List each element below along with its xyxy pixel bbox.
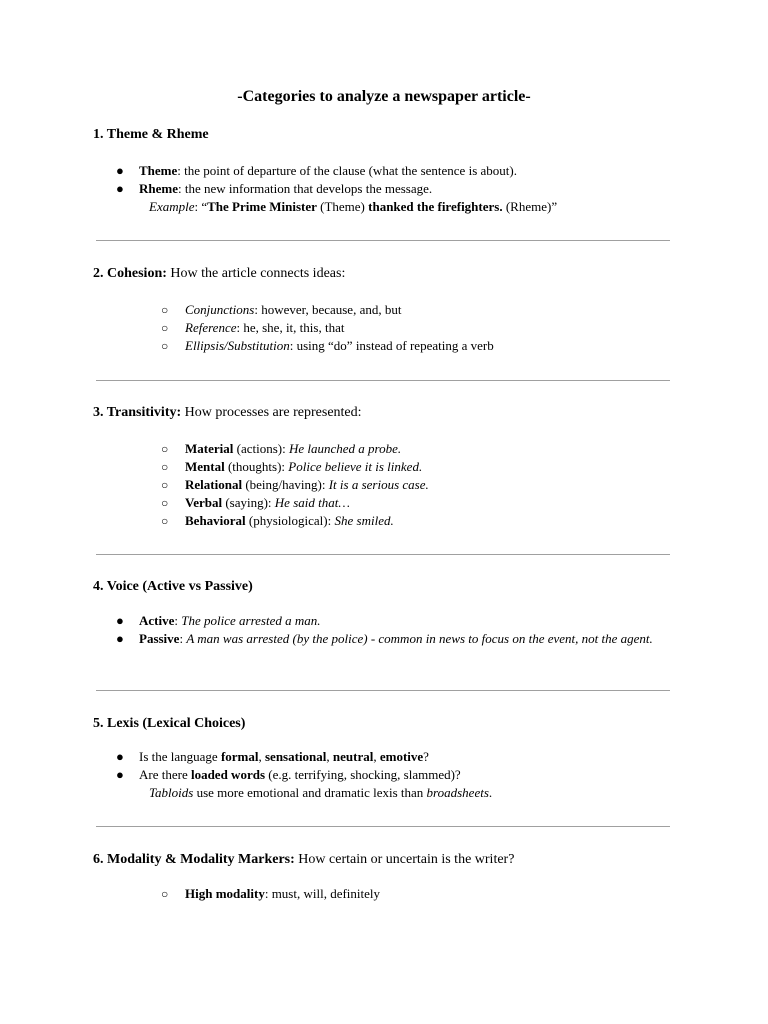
theme-rheme-example: Example: “The Prime Minister (Theme) thanked the firefighters. (Rheme)” <box>149 199 558 214</box>
section-4-heading: 4. Voice (Active vs Passive) <box>93 579 253 594</box>
section-1-heading: 1. Theme & Rheme <box>93 127 209 142</box>
rheme-definition: Rheme: the new information that develops the message. <box>139 181 433 196</box>
list-item: Behavioral (physiological): She smiled. <box>185 513 394 528</box>
section-divider <box>96 826 670 827</box>
bullet-circle: ○ <box>161 339 169 353</box>
bullet-dot: ● <box>116 613 124 628</box>
section-divider <box>96 554 670 555</box>
bullet-circle: ○ <box>161 460 169 474</box>
list-item: Conjunctions: however, because, and, but <box>185 302 402 317</box>
list-item: Material (actions): He launched a probe. <box>185 441 402 456</box>
bullet-circle: ○ <box>161 478 169 492</box>
list-item: Reference: he, she, it, this, that <box>185 320 345 335</box>
page-title: -Categories to analyze a newspaper article- <box>237 88 531 105</box>
section-divider <box>96 240 670 241</box>
section-divider <box>96 380 670 381</box>
list-item: Relational (being/having): It is a serious case. <box>185 477 429 492</box>
theme-definition: Theme: the point of departure of the clause (what the sentence is about). <box>139 163 517 178</box>
section-2-heading: 2. Cohesion: How the article connects ideas: <box>93 266 346 281</box>
bullet-circle: ○ <box>161 442 169 456</box>
bullet-dot: ● <box>116 749 124 764</box>
list-item: High modality: must, will, definitely <box>185 886 381 901</box>
list-item: Verbal (saying): He said that… <box>185 495 350 510</box>
bullet-circle: ○ <box>161 496 169 510</box>
section-divider <box>96 690 670 691</box>
section-6-heading: 6. Modality & Modality Markers: How certain or uncertain is the writer? <box>93 852 515 867</box>
bullet-circle: ○ <box>161 514 169 528</box>
bullet-dot: ● <box>116 163 124 178</box>
section-3-heading: 3. Transitivity: How processes are represented: <box>93 405 362 420</box>
bullet-dot: ● <box>116 181 124 196</box>
passive-voice-example: Passive: A man was arrested (by the police) - common in news to focus on the event, not the agent. <box>139 631 653 646</box>
list-item: Mental (thoughts): Police believe it is linked. <box>185 459 423 474</box>
section-5-heading: 5. Lexis (Lexical Choices) <box>93 716 246 731</box>
list-item: Ellipsis/Substitution: using “do” instead of repeating a verb <box>185 338 494 353</box>
lexis-note: Tabloids use more emotional and dramatic lexis than broadsheets. <box>149 785 493 800</box>
bullet-dot: ● <box>116 631 124 646</box>
bullet-circle: ○ <box>161 887 169 901</box>
lexis-question-2: Are there loaded words (e.g. terrifying, shocking, slammed)? <box>139 767 461 782</box>
bullet-dot: ● <box>116 767 124 782</box>
lexis-question-1: Is the language formal, sensational, neutral, emotive? <box>139 749 429 764</box>
active-voice-example: Active: The police arrested a man. <box>139 613 321 628</box>
bullet-circle: ○ <box>161 321 169 335</box>
bullet-circle: ○ <box>161 303 169 317</box>
